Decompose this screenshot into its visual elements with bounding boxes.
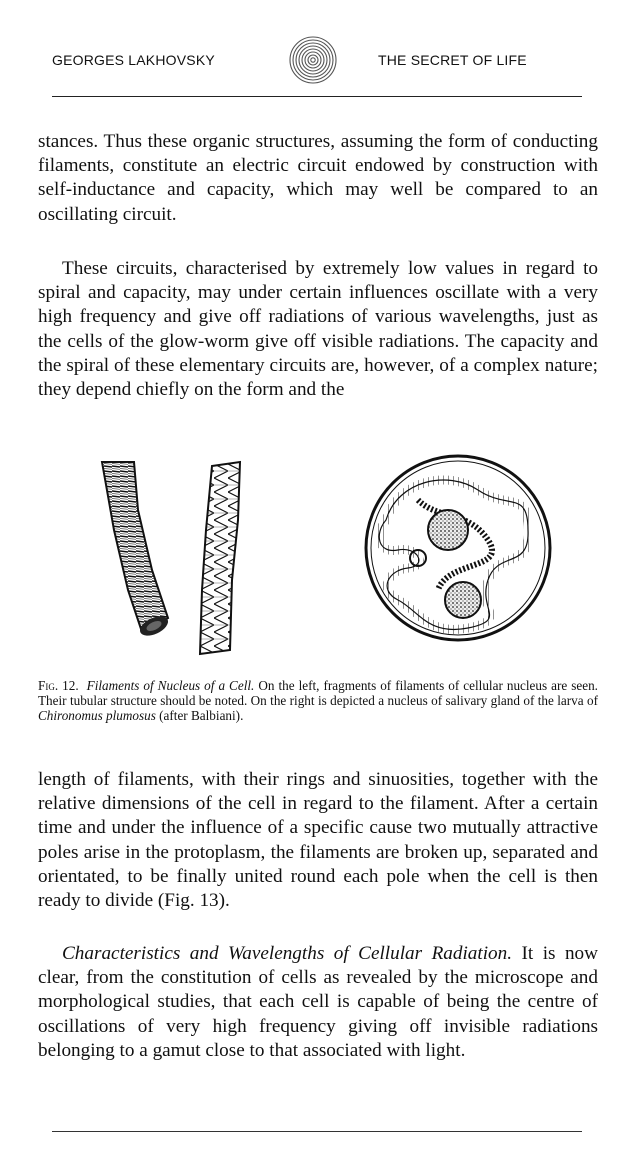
caption-title: Filaments of Nucleus of a Cell. [86, 678, 255, 693]
footer-divider [52, 1131, 582, 1132]
cell-filaments-illustration [88, 450, 568, 670]
paragraph-2: These circuits, characterised by extremely low values in regard to spiral and capacity, may under certain influences oscillate with a very high frequency and give off radiations of various wavelengths, just as the cells of the glow-worm give off visible radiations. The capacity and the spiral of these elementary circuits are, however, of a complex nature; they depend chiefly on the form and the [38, 258, 598, 401]
paragraph-4-body: It is now clear, from the constitution of cells as revealed by the microscope and morphological studies, that each cell is capable of being the centre of oscillations of very high frequency giving off invisible radiations belonging to a gamut close to that associated with light. [38, 943, 598, 1061]
figure-caption [38, 678, 598, 724]
paragraph-3: length of filaments, with their rings and sinuosities, together with the relative dimensions of the cell in regard to the filament. After a certain time and under the influence of a specific cause two mutually attractive poles arise in the protoplasm, the filaments are broken up, separated and orientated, to be finally united round each pole when the cell is then ready to divide (Fig. 13). [38, 769, 598, 912]
paragraph-1: stances. Thus these organic structures, assuming the form of conducting filaments, constitute an electric circuit endowed by construction with self-inductance and capacity, which may well be compared to an oscillating circuit. [38, 131, 598, 225]
caption-label: Fig. 12. [38, 678, 79, 693]
caption-text-1: On the left, fragments of filaments of cellular nucleus are seen. Their tubular structure should be noted. On the right is depicted a nucleus of salivary gland of the larva of [38, 678, 598, 709]
header-divider [52, 96, 582, 97]
concentric-circles-icon [288, 32, 338, 88]
paragraph-4 [38, 942, 598, 1063]
running-header-title: THE SECRET OF LIFE [378, 52, 527, 68]
caption-species: Chironomus plumosus [38, 708, 156, 724]
caption-text-2: (after Balbiani). [159, 708, 244, 724]
running-header-author: GEORGES LAKHOVSKY [52, 52, 215, 68]
section-heading: Characteristics and Wavelengths of Cellular Radiation. [62, 943, 513, 964]
